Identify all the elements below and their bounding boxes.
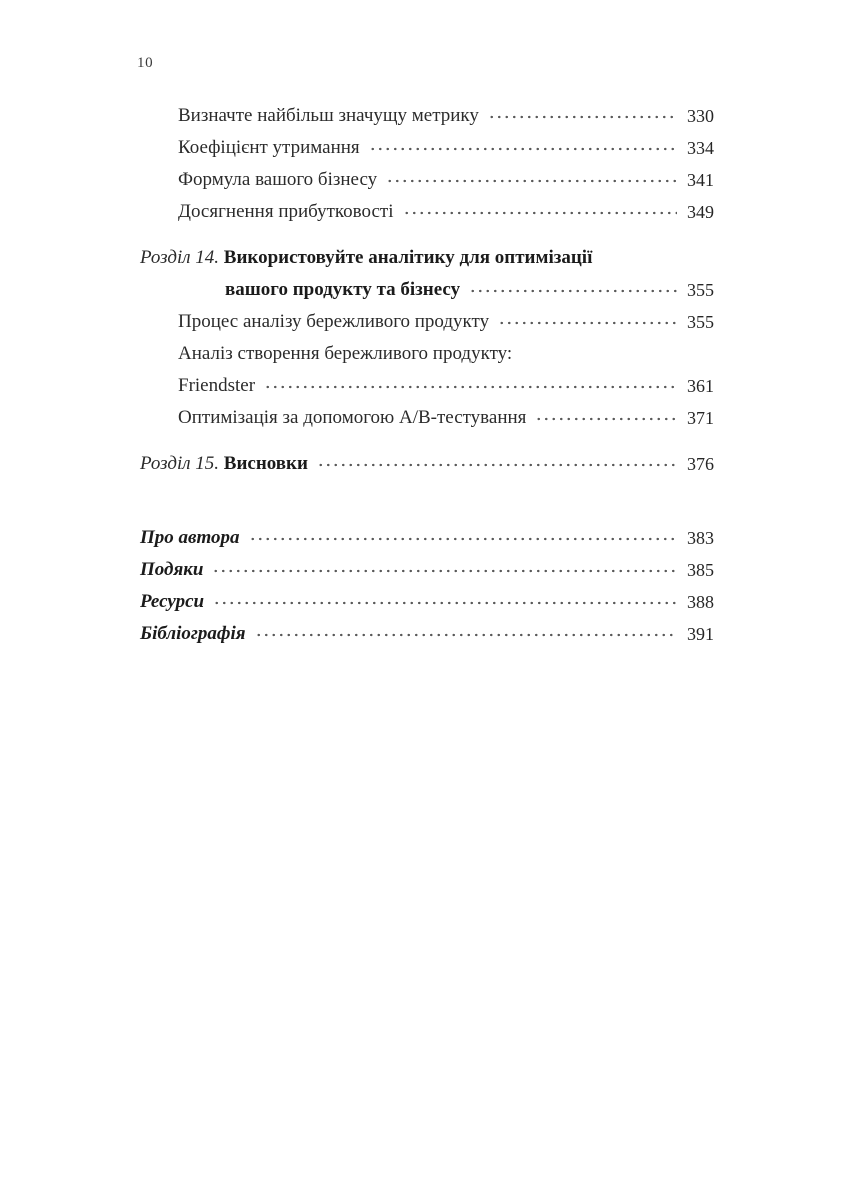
dotted-leader xyxy=(264,370,677,402)
dotted-leader xyxy=(213,586,677,618)
toc-entry-page: 385 xyxy=(687,560,714,580)
toc-entry-label: Friendster xyxy=(178,375,256,396)
toc-entry xyxy=(140,242,714,306)
toc-entry xyxy=(140,402,714,434)
dotted-leader xyxy=(386,164,677,196)
toc-entry-line xyxy=(140,448,714,480)
toc-entry-line xyxy=(140,164,714,196)
toc-entry-line xyxy=(140,196,714,228)
toc-entry-label: Досягнення прибутковості xyxy=(178,201,394,222)
toc-entry-page: 355 xyxy=(687,280,714,300)
dotted-leader xyxy=(369,132,677,164)
toc-entry-label: Коефіцієнт утримання xyxy=(178,137,360,158)
toc-entry-line xyxy=(140,554,714,586)
toc-entry xyxy=(140,554,714,586)
toc-entry-line xyxy=(140,402,714,434)
toc-entry-page: 371 xyxy=(687,408,714,428)
dotted-leader xyxy=(249,522,677,554)
toc-entry-page: 361 xyxy=(687,376,714,396)
toc-entry-label: Процес аналізу бережливого продукту xyxy=(178,311,490,332)
chapter-prefix: Розділ 14. xyxy=(140,247,224,268)
table-of-contents xyxy=(140,100,714,650)
toc-entry-line xyxy=(140,100,714,132)
dotted-leader xyxy=(212,554,677,586)
toc-entry xyxy=(140,338,714,402)
toc-entry xyxy=(140,164,714,196)
toc-entry-label: Висновки xyxy=(223,453,308,474)
toc-entry-page: 391 xyxy=(687,624,714,644)
toc-entry-label: Ресурси xyxy=(140,591,205,612)
toc-entry xyxy=(140,522,714,554)
toc-entry-page: 388 xyxy=(687,592,714,612)
toc-entry-page: 349 xyxy=(687,202,714,222)
toc-entry xyxy=(140,586,714,618)
dotted-leader xyxy=(498,306,677,338)
dotted-leader xyxy=(488,100,677,132)
toc-entry-label: Подяки xyxy=(140,559,204,580)
toc-entry-line xyxy=(140,522,714,554)
toc-entry xyxy=(140,196,714,228)
dotted-leader xyxy=(403,196,677,228)
toc-entry-label: Формула вашого бізнесу xyxy=(178,169,378,190)
toc-entry-page: 341 xyxy=(687,170,714,190)
toc-entry-line xyxy=(140,338,714,370)
toc-entry-page: 383 xyxy=(687,528,714,548)
chapter-prefix: Розділ 15. xyxy=(140,453,224,474)
dotted-leader xyxy=(317,448,677,480)
toc-entry xyxy=(140,618,714,650)
toc-entry-label: Оптимізація за допомогою А/В-тестування xyxy=(178,407,527,428)
toc-entry-label: вашого продукту та бізнесу xyxy=(225,279,461,300)
toc-entry-page: 355 xyxy=(687,312,714,332)
toc-entry-line xyxy=(140,618,714,650)
toc-entry-line xyxy=(140,132,714,164)
toc-entry-page: 376 xyxy=(687,454,714,474)
toc-entry-line xyxy=(140,370,714,402)
toc-entry-line xyxy=(140,306,714,338)
dotted-leader xyxy=(255,618,677,650)
toc-entry xyxy=(140,306,714,338)
dotted-leader xyxy=(469,274,677,306)
toc-entry-label: Використовуйте аналітику для оптимізації xyxy=(223,247,593,268)
toc-entry-label: Бібліографія xyxy=(140,623,246,644)
toc-entry-page: 330 xyxy=(687,106,714,126)
toc-entry xyxy=(140,132,714,164)
toc-entry xyxy=(140,100,714,132)
toc-entry xyxy=(140,448,714,480)
toc-entry-page: 334 xyxy=(687,138,714,158)
toc-entry-line xyxy=(140,242,714,274)
toc-entry-label: Визначте найбільш значущу метрику xyxy=(178,105,479,126)
page-number: 10 xyxy=(137,55,154,71)
toc-entry-label: Про автора xyxy=(140,527,240,548)
toc-entry-line xyxy=(140,274,714,306)
toc-entry-line xyxy=(140,586,714,618)
dotted-leader xyxy=(535,402,677,434)
toc-entry-label: Аналіз створення бережливого продукту: xyxy=(178,343,513,364)
